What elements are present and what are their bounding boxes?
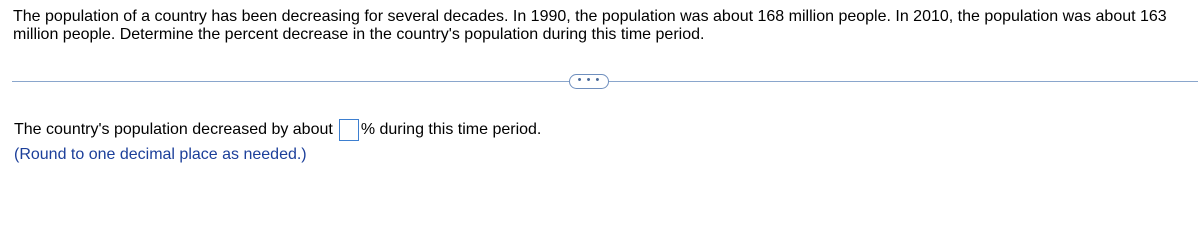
percent-answer-input[interactable] [339,119,359,141]
expand-more-button[interactable]: • • • [569,74,609,89]
answer-statement [14,119,541,141]
rounding-hint: (Round to one decimal place as needed.) [14,146,307,163]
answer-prefix: The country's population decreased by about [14,121,333,138]
question-text: The population of a country has been decreasing for several decades. In 1990, the population was about 168 million people. In 2010, the population was about 163 million people. Determine the percent decrease in the country's population during this time period. [13,8,1167,43]
answer-suffix: % during this time period. [360,121,542,138]
